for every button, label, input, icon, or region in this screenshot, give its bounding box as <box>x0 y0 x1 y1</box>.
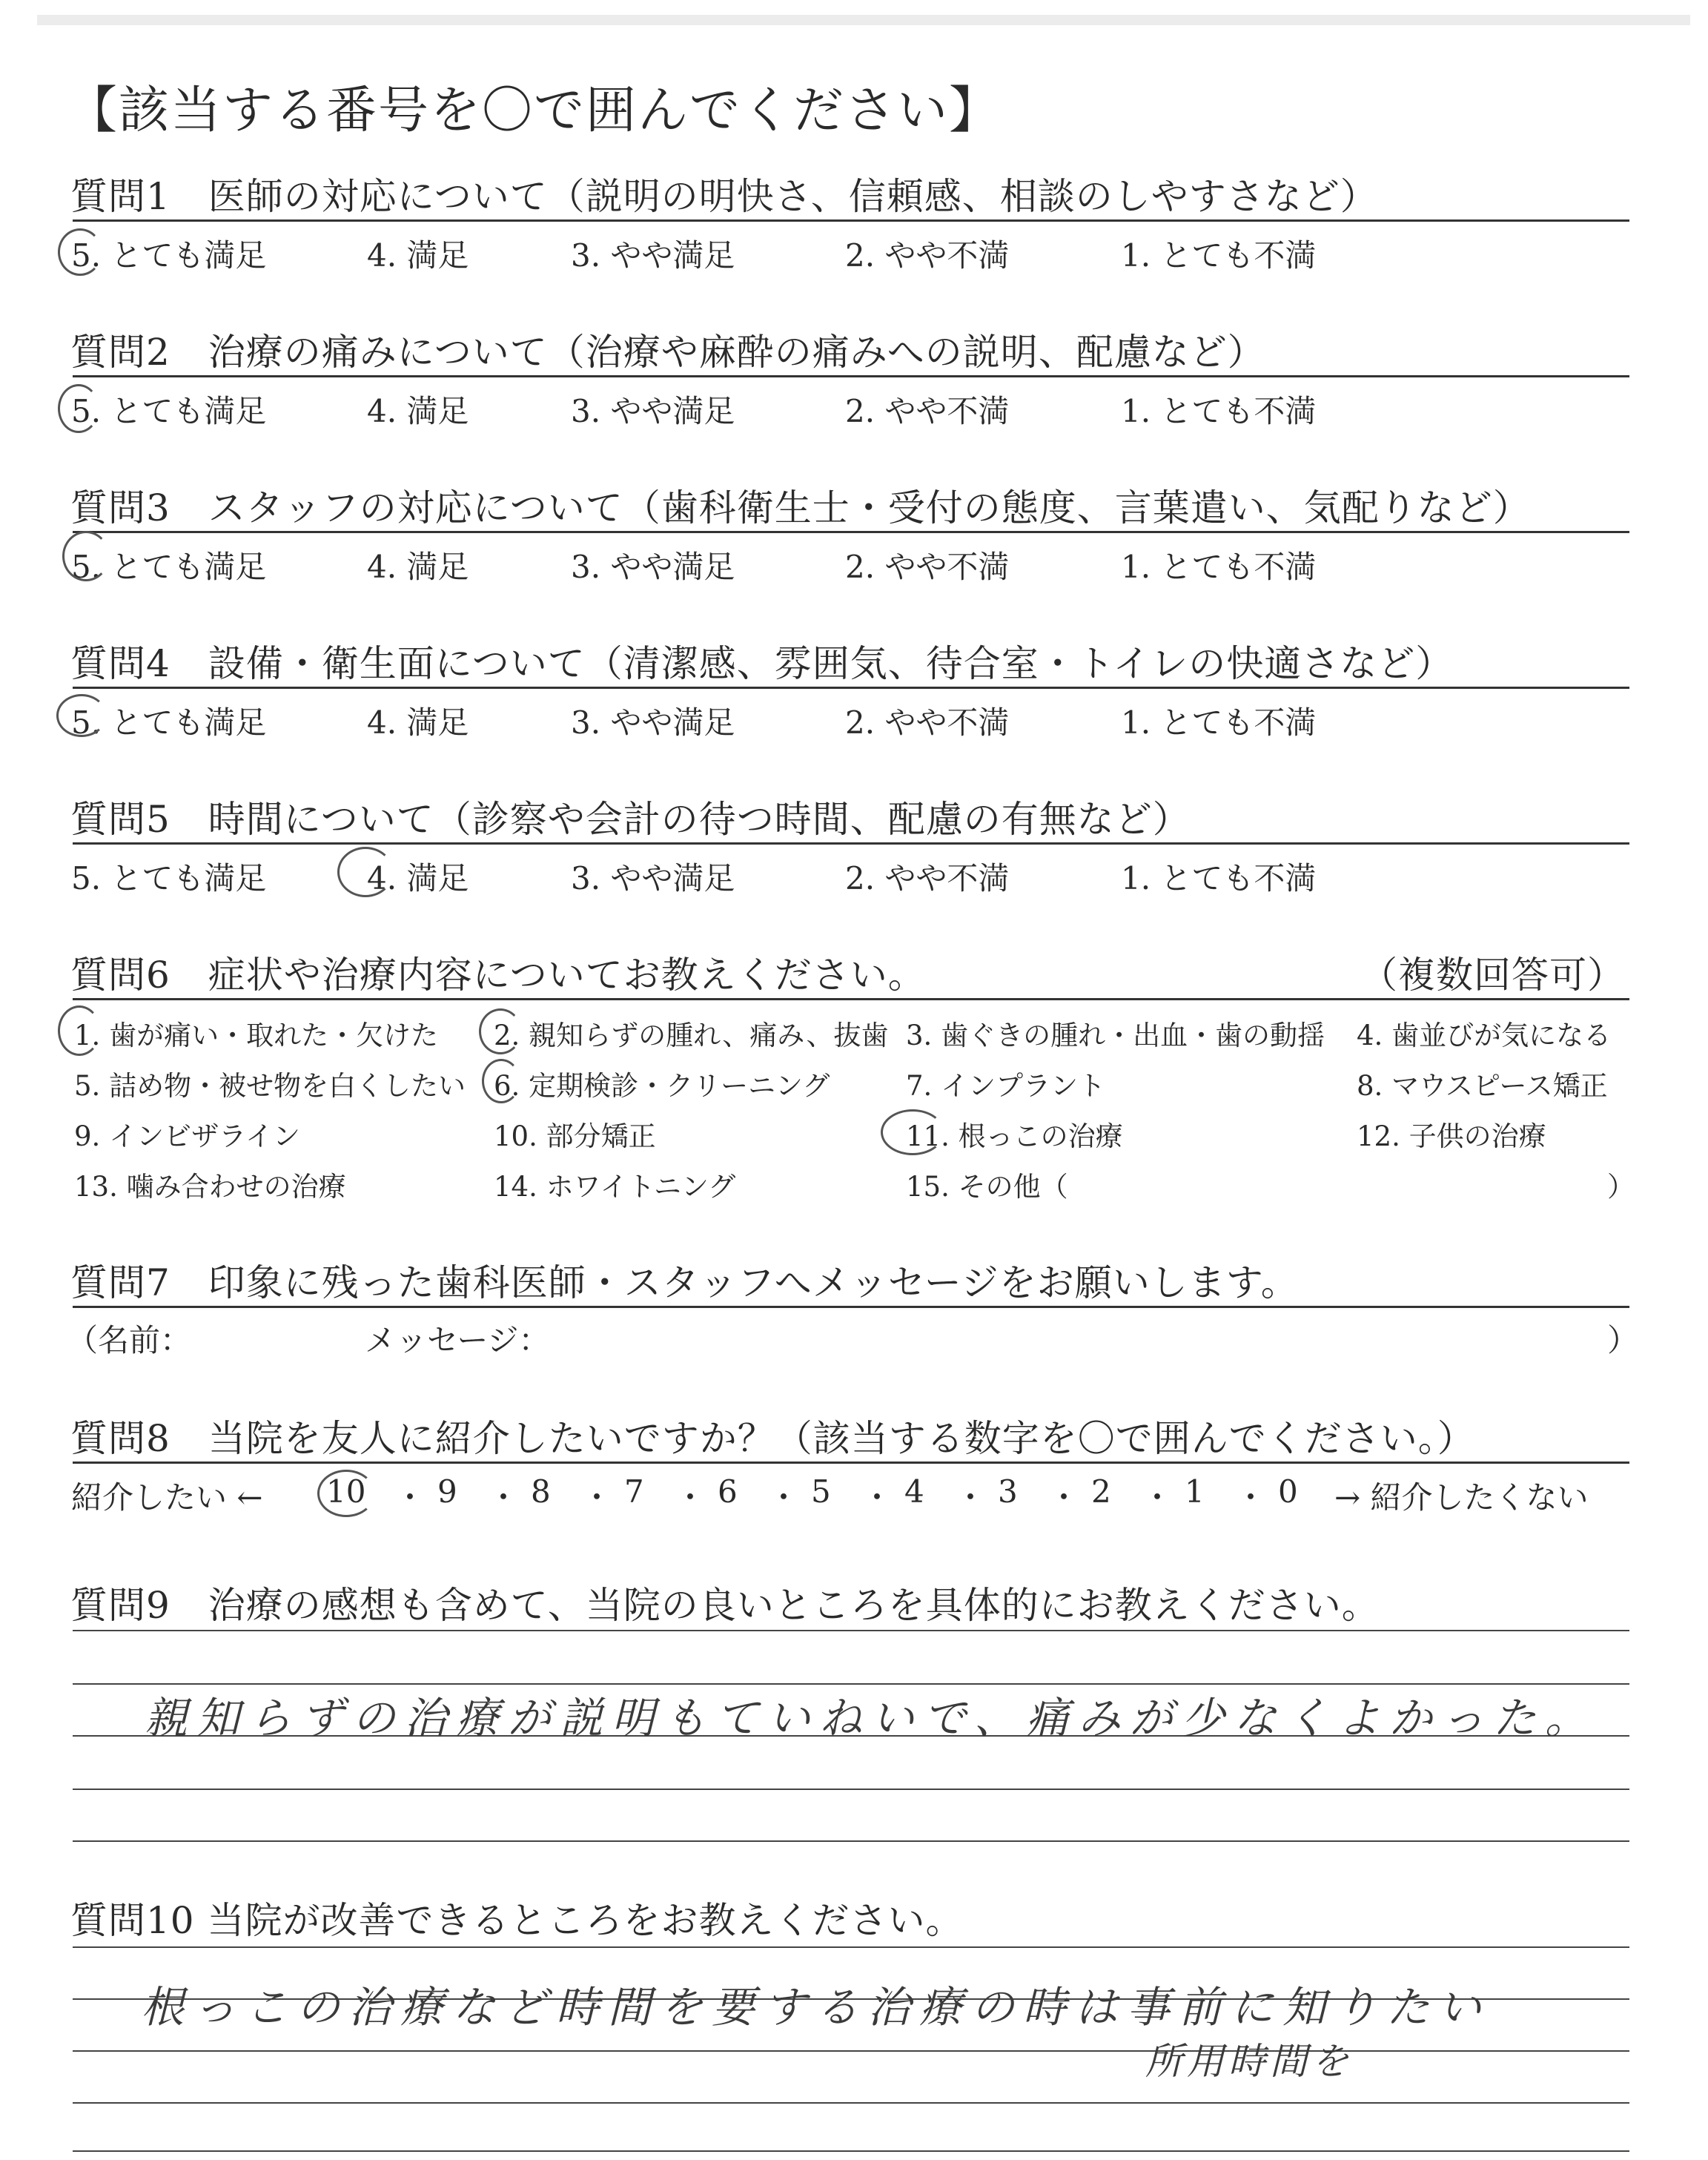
q2-selection-circle <box>58 384 99 433</box>
q8-scale-10[interactable]: 10 <box>326 1473 366 1510</box>
q1-option-1[interactable]: 1. とても不満 <box>1121 237 1317 274</box>
q6-item-4[interactable]: 4. 歯並びが気になる <box>1357 1020 1612 1051</box>
q1-option-5[interactable]: 5. とても満足 <box>71 237 267 274</box>
q8-scale-dot: ・ <box>1142 1479 1174 1516</box>
q6-item-11[interactable]: 11. 根っこの治療 <box>906 1120 1123 1152</box>
q6-item-14[interactable]: 14. ホワイトニング <box>494 1171 736 1203</box>
q2-rule <box>73 375 1629 377</box>
q6-selection-circle-2 <box>479 1008 522 1054</box>
q4-option-4[interactable]: 4. 満足 <box>367 704 469 741</box>
scan-top-edge <box>37 15 1690 25</box>
q8-rule <box>73 1462 1629 1464</box>
q2-option-5[interactable]: 5. とても満足 <box>71 393 267 429</box>
q3-title: 質問3 スタッフの対応について（歯科衛生士・受付の態度、言葉遣い、気配りなど） <box>70 486 1531 529</box>
q3-selection-circle <box>62 531 110 581</box>
q10-line-4 <box>73 2102 1629 2104</box>
q8-scale-9[interactable]: 9 <box>437 1473 457 1510</box>
q6-rule <box>73 998 1629 1000</box>
q7-name-label: （名前： <box>67 1322 192 1358</box>
q4-option-3[interactable]: 3. やや満足 <box>571 704 735 741</box>
q8-scale-2[interactable]: 2 <box>1091 1473 1111 1510</box>
q5-title: 質問5 時間について（診察や会計の待つ時間、配慮の有無など） <box>70 798 1191 841</box>
q8-scale-7[interactable]: 7 <box>624 1473 644 1510</box>
q9-line-1 <box>73 1630 1629 1631</box>
q3-option-1[interactable]: 1. とても不満 <box>1121 549 1317 585</box>
q7-title: 質問7 印象に残った歯科医師・スタッフへメッセージをお願いします。 <box>70 1261 1299 1304</box>
q2-option-4[interactable]: 4. 満足 <box>367 393 469 429</box>
q8-scale-1[interactable]: 1 <box>1185 1473 1205 1510</box>
page-heading: 【該当する番号を〇で囲んでください】 <box>67 82 1002 140</box>
q4-option-2[interactable]: 2. やや不満 <box>845 704 1010 741</box>
q4-selection-circle <box>56 694 107 737</box>
q4-option-5[interactable]: 5. とても満足 <box>71 704 267 741</box>
q5-option-4[interactable]: 4. 満足 <box>367 860 469 896</box>
q10-line-3 <box>73 2050 1629 2052</box>
q6-item-2[interactable]: 2. 親知らずの腫れ、痛み、抜歯 <box>494 1020 889 1051</box>
q8-scale-dot: ・ <box>1048 1479 1080 1516</box>
q5-selection-circle <box>337 847 394 897</box>
q1-selection-circle <box>58 228 102 276</box>
q8-right-label: → 紹介したくない <box>1334 1479 1589 1516</box>
q6-item-15-close: ） <box>1607 1171 1635 1203</box>
q6-item-6[interactable]: 6. 定期検診・クリーニング <box>494 1070 830 1102</box>
q10-handwritten-answer: 根っこの治療など時間を要する治療の時は事前に知りたい <box>141 1982 1491 2032</box>
q6-item-5[interactable]: 5. 詰め物・被せ物を白くしたい <box>74 1070 466 1102</box>
q2-option-2[interactable]: 2. やや不満 <box>845 393 1010 429</box>
q6-item-15[interactable]: 15. その他（ <box>906 1171 1068 1203</box>
q10-line-1 <box>73 1946 1629 1948</box>
q5-rule <box>73 842 1629 845</box>
q6-note: （複数回答可） <box>1360 954 1625 997</box>
q3-rule <box>73 531 1629 533</box>
q5-option-2[interactable]: 2. やや不満 <box>845 860 1010 896</box>
q7-message-label: メッセージ： <box>365 1322 550 1358</box>
q6-selection-circle-1 <box>58 1005 101 1056</box>
q6-item-7[interactable]: 7. インプラント <box>906 1070 1106 1102</box>
q5-option-3[interactable]: 3. やや満足 <box>571 860 735 896</box>
q8-scale-dot: ・ <box>768 1479 800 1516</box>
q4-option-1[interactable]: 1. とても不満 <box>1121 704 1317 741</box>
q8-scale-dot: ・ <box>1235 1479 1267 1516</box>
q9-line-5 <box>73 1840 1629 1842</box>
q5-option-1[interactable]: 1. とても不満 <box>1121 860 1317 896</box>
q2-option-1[interactable]: 1. とても不満 <box>1121 393 1317 429</box>
q6-selection-circle-11 <box>881 1109 944 1155</box>
q6-item-3[interactable]: 3. 歯ぐきの腫れ・出血・歯の動揺 <box>906 1020 1325 1051</box>
q8-scale-dot: ・ <box>861 1479 893 1516</box>
q10-handwritten-insert: 所用時間を <box>1145 2040 1353 2083</box>
q10-title: 質問10 当院が改善できるところをお教えください。 <box>70 1899 964 1942</box>
q8-title: 質問8 当院を友人に紹介したいですか？（該当する数字を〇で囲んでください。） <box>70 1417 1475 1460</box>
q2-title: 質問2 治療の痛みについて（治療や麻酔の痛みへの説明、配慮など） <box>70 331 1265 374</box>
q8-left-label: 紹介したい ← <box>71 1479 263 1516</box>
q8-scale-dot: ・ <box>488 1479 520 1516</box>
q8-scale-dot: ・ <box>955 1479 987 1516</box>
q8-scale-5[interactable]: 5 <box>811 1473 831 1510</box>
q8-scale-dot: ・ <box>394 1479 426 1516</box>
q6-item-12[interactable]: 12. 子供の治療 <box>1357 1120 1546 1152</box>
q8-scale-8[interactable]: 8 <box>531 1473 551 1510</box>
q2-option-3[interactable]: 3. やや満足 <box>571 393 735 429</box>
q8-scale-0[interactable]: 0 <box>1278 1473 1298 1510</box>
q1-option-3[interactable]: 3. やや満足 <box>571 237 735 274</box>
q8-scale-4[interactable]: 4 <box>904 1473 924 1510</box>
q3-option-5[interactable]: 5. とても満足 <box>71 549 267 585</box>
q4-rule <box>73 687 1629 689</box>
q6-item-1[interactable]: 1. 歯が痛い・取れた・欠けた <box>74 1020 439 1051</box>
q6-selection-circle-6 <box>482 1059 520 1103</box>
q8-selection-circle <box>317 1470 375 1517</box>
q8-scale-dot: ・ <box>581 1479 613 1516</box>
q6-title: 質問6 症状や治療内容についてお教えください。 <box>70 954 926 997</box>
q9-handwritten-answer: 親知らずの治療が説明もていねいで、痛みが少なくよかった。 <box>145 1693 1597 1743</box>
q7-close-paren: ） <box>1607 1322 1639 1358</box>
q3-option-4[interactable]: 4. 満足 <box>367 549 469 585</box>
q3-option-3[interactable]: 3. やや満足 <box>571 549 735 585</box>
q8-scale-3[interactable]: 3 <box>998 1473 1018 1510</box>
q8-scale-dot: ・ <box>675 1479 706 1516</box>
q10-line-5 <box>73 2150 1629 2152</box>
q7-rule <box>73 1306 1629 1308</box>
q9-line-4 <box>73 1789 1629 1790</box>
q8-scale-6[interactable]: 6 <box>718 1473 738 1510</box>
q9-title: 質問9 治療の感想も含めて、当院の良いところを具体的にお教えください。 <box>70 1584 1380 1627</box>
q1-title: 質問1 医師の対応について（説明の明快さ、信頼感、相談のしやすさなど） <box>70 175 1378 218</box>
q1-rule <box>73 219 1629 222</box>
q6-item-9[interactable]: 9. インビザライン <box>74 1120 300 1152</box>
q5-option-5[interactable]: 5. とても満足 <box>71 860 267 896</box>
q6-item-10[interactable]: 10. 部分矯正 <box>494 1120 656 1152</box>
q3-option-2[interactable]: 2. やや不満 <box>845 549 1010 585</box>
q1-option-2[interactable]: 2. やや不満 <box>845 237 1010 274</box>
q1-option-4[interactable]: 4. 満足 <box>367 237 469 274</box>
q6-item-13[interactable]: 13. 噛み合わせの治療 <box>74 1171 346 1203</box>
q4-title: 質問4 設備・衛生面について（清潔感、雰囲気、待合室・トイレの快適さなど） <box>70 642 1454 685</box>
q6-item-8[interactable]: 8. マウスピース矯正 <box>1357 1070 1608 1102</box>
